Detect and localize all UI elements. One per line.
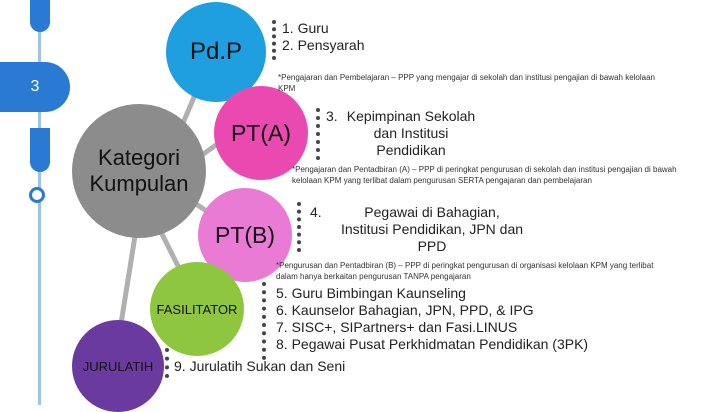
slide-number: 3 [0, 62, 70, 112]
separator-pdp [272, 20, 280, 60]
fasilitator-item: 5. Guru Bimbingan Kaunseling [276, 285, 466, 301]
pta-item-line: Pendidikan [376, 142, 446, 158]
category-fasilitator-circle [150, 262, 244, 356]
ptb-item [310, 204, 532, 255]
pdp-item: 2. Pensyarah [282, 37, 365, 53]
pdp-note: *Pengajaran dan Pembelajaran – PPP yang mengajar di sekolah dan institusi pengajian di bawah kelolaan KPM [278, 73, 655, 93]
pdp-list [282, 20, 365, 54]
pdp-item: 1. Guru [282, 20, 329, 36]
ptb-note: *Pengurusan dan Pentadbiran (B) – PPP di peringkat pengurusan di organisasi kelolaan KPM yang terlibat dalam hanya berkaitan pengurusan TANPA pengajaran [276, 261, 654, 281]
pdp-label: Pd.P [189, 38, 243, 65]
fasilitator-item: 7. SISC+, SIPartners+ dan Fasi.LINUS [276, 319, 518, 335]
center-circle [72, 104, 206, 238]
connector-jurulatih [120, 236, 135, 330]
separator-jurulatih [165, 348, 173, 378]
pta-item-number: 3. [326, 108, 338, 124]
fasilitator-list [276, 285, 716, 353]
fasilitator-item: 8. Pegawai Pusat Perkhidmatan Pendidikan (3PK) [276, 336, 589, 352]
separator-fasilitator [262, 282, 270, 360]
ptb-item-number: 4. [310, 204, 322, 220]
fasilitator-label: FASILITATOR [156, 301, 238, 317]
separator-ptb [297, 202, 305, 252]
ptb-label: PT(B) [214, 221, 276, 248]
ptb-item-line: Institusi Pendidikan, JPN dan [340, 221, 524, 237]
pta-label: PT(A) [230, 119, 292, 146]
pta-note: *Pengajaran dan Pentadbiran (A) – PPP di peringkat pengurusan di sekolah dan institusi pengajian di bawah kelolaan KPM yang terlibat dalam pengurusan SERTA pengajaran dan pembelajaran [292, 165, 677, 185]
center-label-line2: Kumpulan [89, 171, 189, 196]
ptb-item-line: PPD [417, 238, 447, 254]
pta-item-line: dan Institusi [373, 125, 449, 141]
category-jurulatih-circle [72, 320, 164, 412]
jurulatih-label: JURULATIH [82, 358, 154, 374]
center-label-line1: Kategori [98, 145, 180, 170]
pta-item-line: Kepimpinan Sekolah [346, 108, 476, 124]
fasilitator-item: 6. Kaunselor Bahagian, JPN, PPD, & IPG [276, 302, 534, 318]
ptb-item-line: Pegawai di Bahagian, [364, 204, 500, 220]
jurulatih-item: 9. Jurulatih Sukan dan Seni [174, 358, 346, 374]
pta-item [326, 108, 476, 159]
separator-pta [316, 108, 324, 160]
